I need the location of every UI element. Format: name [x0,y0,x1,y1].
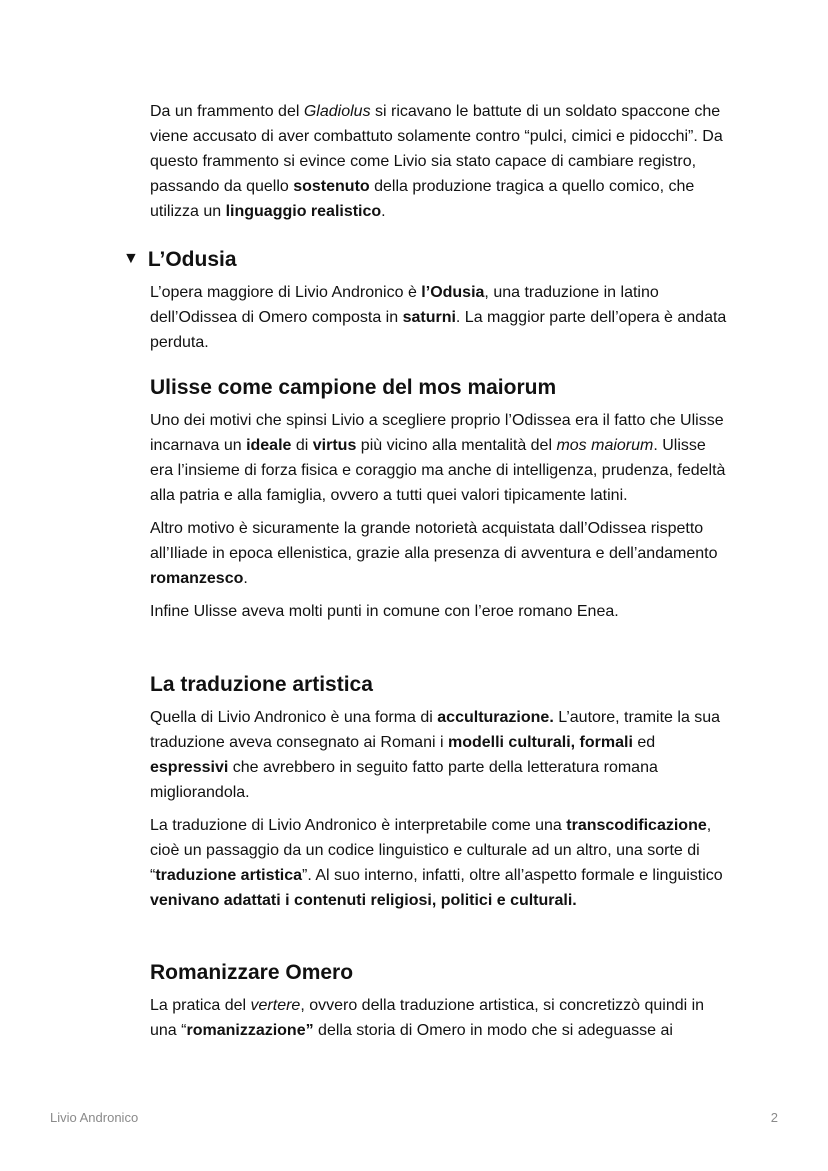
text-run: . Ulisse era l’insieme di forza fisica e coraggio ma anche di intelligenza, prudenza, fedeltà alla patria e alla famiglia, ovvero a tutti quei valori tipicamente latini. [150,437,726,504]
text-run: . [381,203,386,220]
section-heading: La traduzione artistica [150,673,373,696]
text-run: della produzione tragica a quello comico, che utilizza un [150,178,695,220]
bold-text: linguaggio realistico [225,203,382,220]
bold-text: acculturazione. [437,709,554,726]
text-run: di [291,437,313,454]
bold-text: venivano adattati i contenuti religiosi, politici e culturali. [150,892,577,909]
ulisse-paragraph-3: Infine Ulisse aveva molti punti in comune con l’eroe romano Enea. [150,603,619,620]
text-run: , una traduzione in latino dell’Odissea di Omero composta in [150,284,659,326]
text-run: L’opera maggiore di Livio Andronico è [150,284,422,301]
text-run: L’autore, tramite la sua traduzione aveva consegnato ai Romani i [150,709,721,751]
bold-text: transcodificazione [566,817,707,834]
footer-title: Livio Andronico [50,1110,139,1125]
intro-paragraph [150,99,732,224]
text-run: Altro motivo è sicuramente la grande notorietà acquistata dall’Odissea rispetto all’Iliade in epoca ellenistica, grazie alla presenza di avventura e dell’andamento [150,520,718,562]
bold-text: ideale [246,437,292,454]
italic-text: Gladiolus [303,103,371,120]
odusia-paragraph [150,280,732,355]
romanizzare-section [150,959,732,1043]
bold-text: modelli culturali, formali [447,734,633,751]
text-run: che avrebbero in seguito fatto parte della letteratura romana migliorandola. [150,759,658,801]
traduzione-paragraph-2 [150,813,732,913]
odusia-section [150,280,732,355]
text-run: La pratica del [150,997,251,1014]
bold-text: virtus [312,437,357,454]
traduzione-paragraph-1 [150,705,732,805]
ulisse-paragraph-1 [150,408,732,508]
ulisse-section [150,374,732,624]
bold-text: saturni [402,309,456,326]
toggle-title: L’Odusia [147,248,237,271]
text-run: . La maggior parte dell’opera è andata perduta. [150,309,727,351]
bold-text: espressivi [150,759,229,776]
text-run: si ricavano le battute di un soldato spaccone che viene accusato di aver combattuto solamente contro “pulci, cimici e pidocchi”. Da questo frammento si evince come Livio sia stato capace di cambiare registro, passando da quello [150,103,723,195]
triangle-down-icon[interactable]: ▼ [123,250,139,267]
text-run: La traduzione di Livio Andronico è interpretabile come una [150,817,567,834]
text-run: ed [632,734,656,751]
bold-text: sostenuto [293,178,370,195]
section-heading: Ulisse come campione del mos maiorum [150,376,557,399]
bold-text: traduzione artistica [155,867,303,884]
text-run: , cioè un passaggio da un codice linguistico e culturale ad un altro, una sorte di “ [150,817,712,884]
intro-section [150,99,732,224]
text-run: Quella di Livio Andronico è una forma di [150,709,438,726]
text-run: , ovvero della traduzione artistica, si concretizzò quindi in una “ [150,997,705,1039]
text-run: ”. Al suo interno, infatti, oltre all’aspetto formale e linguistico [302,867,723,884]
text-run: Uno dei motivi che spinsi Livio a scegliere proprio l’Odissea era il fatto che Ulisse incarnava un [150,412,724,454]
text-run: . [243,570,248,587]
romanizzare-paragraph [150,993,732,1043]
section-heading: Romanizzare Omero [150,961,354,984]
italic-text: vertere [250,997,301,1014]
bold-text: l’Odusia [421,284,485,301]
odusia-toggle[interactable] [123,247,237,273]
bold-text: romanizzazione” [186,1022,314,1039]
text-run: Da un frammento del [150,103,304,120]
bold-text: romanzesco [150,570,244,587]
ulisse-paragraph-2 [150,516,732,591]
italic-text: mos maiorum [556,437,654,454]
traduzione-section [150,671,732,913]
text-run: della storia di Omero in modo che si adeguasse ai [313,1022,673,1039]
page-number: 2 [770,1110,778,1125]
text-run: più vicino alla mentalità del [356,437,557,454]
